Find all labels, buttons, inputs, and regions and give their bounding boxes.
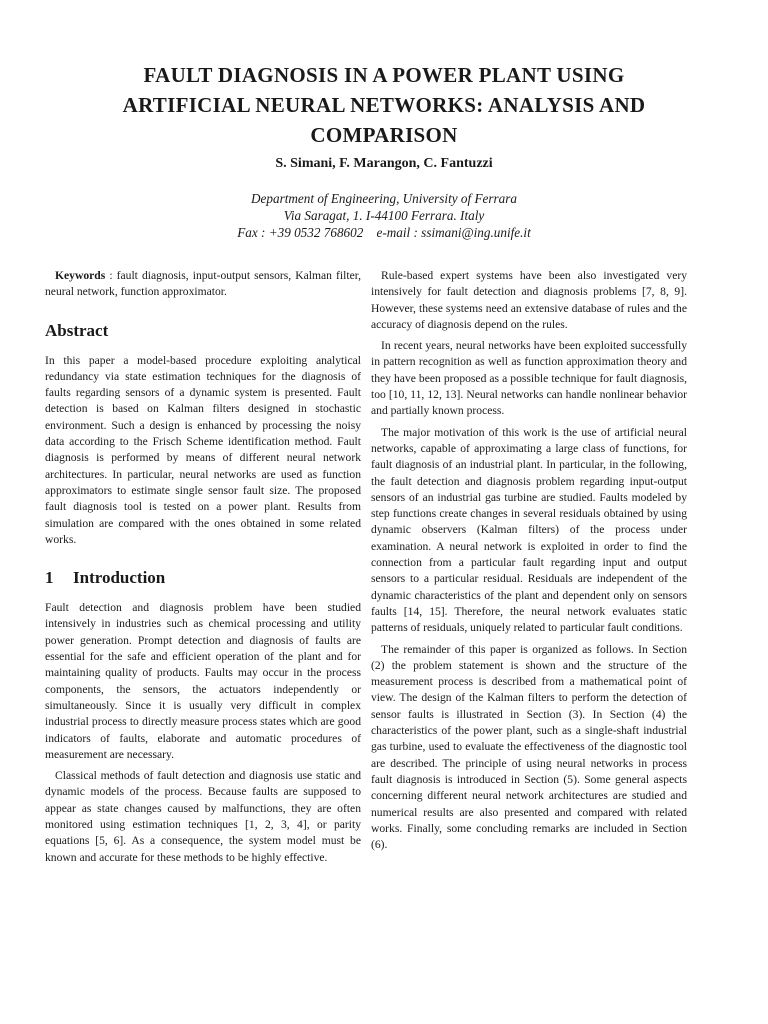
section-number: 1 (45, 568, 54, 588)
body-paragraph-2: In recent years, neural networks have been exploited successfully in pattern recognition as well as function approximation theory and they have been proposed as a possible technique for fault diagnosis, too [10, 11, 12, 13]. Neural networks can handle nonlinear behavior and partially known process. (371, 339, 687, 418)
keywords-paragraph (45, 268, 361, 301)
left-column (45, 268, 361, 871)
keywords-label: Keywords (55, 269, 106, 282)
affiliation-address: Via Saragat, 1. I-44100 Ferrara. Italy (283, 208, 485, 223)
body-paragraph-3: The major motivation of this work is the use of artificial neural networks, capable of approximating a large class of functions, for fault diagnosis of an industrial plant. In particular, in the following, the fault detection and diagnosis problem regarding input-output sensors of an industrial gas turbine are studied. Faults modeled by step functions create changes in several residuals obtained by using dynamic observers (Kalman filters) of the process under examination. A neural network is exploited in order to find the connection from a particular fault regarding input and output sensors to a particular residual. Residuals are independent of the dynamic characteristics of the plant and dependent only on sensors faults [14, 15]. Therefore, the neural network evaluates static patterns of residuals, uniquely related to particular fault conditions. (371, 425, 687, 635)
body-paragraph-4: The remainder of this paper is organized as follows. In Section (2) the problem statement is shown and the structure of the measurement process is described from a mathematical point of view. The design of the Kalman filters to perform the detection of sensor faults is illustrated in Section (3). In Section (4) the characteristics of the power plant, such as a single-shaft industrial gas turbine, used to evaluate the effectiveness of the diagnostic tool are described. The principle of using neural networks in process fault diagnosis is introduced in Section (5). Some general aspects concerning different neural network architectures are studied and numerical results are also presented and compared with related works. Finally, some concluding remarks are included in Section (6). (371, 642, 687, 852)
affiliation (0, 190, 768, 241)
introduction-heading (45, 568, 361, 588)
keywords-text: : fault diagnosis, input-output sensors, Kalman filter, neural network, function approximator. (45, 269, 362, 299)
intro-paragraph-1: Fault detection and diagnosis problem have been studied intensively in industries such as chemical processing and utility power generation. Prompt detection and diagnosis of faults are essential for the safe and efficient operation of the plant and for maintaining quality of products. Faults may occur in the process components, the sensors, the actuators independently or simultaneously. Since it is usually very difficult in complex industrial process to directly measure process states which are good indicators of faults, elaborate and automatic procedures of measurement are necessary. (45, 601, 361, 761)
paper-title (40, 60, 728, 150)
authors: S. Simani, F. Marangon, C. Fantuzzi (275, 156, 493, 171)
body-paragraph-1: Rule-based expert systems have been also investigated very intensively for fault detection and diagnosis problems [7, 8, 9]. However, these systems need an extensive database of rules and the accuracy of diagnosis depend on the rules. (371, 269, 687, 331)
section-title: Introduction (73, 568, 166, 588)
intro-paragraph-2: Classical methods of fault detection and diagnosis use static and dynamic models of the process. Because faults are supposed to appear as state changes caused by malfunctions, they are often monitored using estimation techniques [1, 2, 3, 4], or parity equations [5, 6]. As a consequence, the system model must be known and accurate for these methods to be highly effective. (45, 769, 361, 864)
title-line-2: ARTIFICIAL NEURAL NETWORKS: ANALYSIS AND (122, 93, 646, 117)
affiliation-contact: Fax : +39 0532 768602 e-mail : ssimani@ing.unife.it (237, 225, 531, 240)
affiliation-department: Department of Engineering, University of Ferrara (251, 191, 517, 206)
title-line-3: COMPARISON (310, 123, 458, 147)
title-line-1: FAULT DIAGNOSIS IN A POWER PLANT USING (143, 63, 625, 87)
right-column (371, 268, 687, 858)
abstract-text: In this paper a model-based procedure exploiting analytical redundancy via state estimation techniques for the diagnosis of faults regarding sensors of a dynamic system is presented. Fault detection is based on Kalman filters designed in stochastic environment. Such a design is enhanced by processing the noisy data according to the Frisch Scheme identification method. Fault diagnosis is performed by means of different neural network architectures. In particular, neural networks are used as function approximators to estimate single sensor fault size. The proposed fault diagnosis tool is tested on a power plant. Results from simulation are compared with the ones obtained in some related works. (45, 353, 361, 546)
abstract-heading: Abstract (45, 320, 109, 340)
